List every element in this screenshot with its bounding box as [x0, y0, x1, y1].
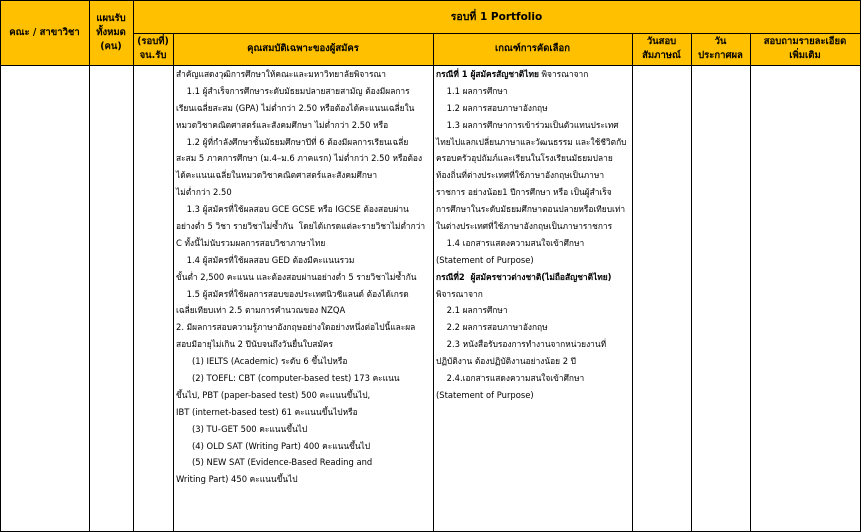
- table-top-border: [0, 0, 861, 1]
- qualification-line: ขั้นต่ำ 2,500 คะแนน และต้องสอบผ่านอย่างต่ำ 5 รายวิชาไม่ซ้ำกัน: [176, 271, 417, 282]
- criteria-line: [436, 302, 631, 319]
- interview-date-line1: วันสอบ: [646, 36, 677, 47]
- qualification-line: 1.5 ผู้สมัครที่ใช้ผลการสอบของประเทศนิวซีแลนด์ ต้องได้เกรด: [176, 288, 409, 299]
- faculty-header: [0, 0, 89, 65]
- total-header-line1: แผนรับ: [96, 12, 126, 24]
- criteria-line-text: 2.4.เอกสารแสดงความสนใจเข้าศึกษา: [436, 373, 585, 384]
- criteria-line: [436, 319, 631, 336]
- qualification-line: (4) OLD SAT (Writing Part) 400 คะแนนขึ้นไป: [176, 440, 371, 451]
- qualifications-header-text: คุณสมบัติเฉพาะของผู้สมัคร: [247, 43, 359, 54]
- criteria-line-suffix: พิจารณาจาก: [538, 69, 589, 79]
- criteria-line-text: 2.1 ผลการศึกษา: [436, 305, 508, 316]
- border-qualifications: [433, 33, 434, 532]
- criteria-column: [436, 66, 631, 404]
- qualification-line: (3) TU-GET 500 คะแนนขึ้นไป: [176, 423, 308, 434]
- qualification-line: ขึ้นไป, PBT (paper-based test) 500 คะแนนขึ้นไป,: [176, 389, 371, 400]
- criteria-line: [436, 83, 631, 100]
- header-bottom-border: [0, 65, 861, 66]
- criteria-line-text: 2.2 ผลการสอบภาษาอังกฤษ: [436, 322, 548, 333]
- criteria-line-text: (Statement of Purpose): [436, 389, 534, 400]
- announce-date-line2: ประกาศผล: [698, 50, 743, 61]
- border-total: [133, 0, 134, 532]
- interview-date-line2: สัมภาษณ์: [642, 50, 681, 61]
- qualification-line: 2. มีผลการสอบความรู้ภาษาอังกฤษอย่างใดอย่างหนึ่งต่อไปนี้และผล: [176, 322, 416, 333]
- criteria-line: [436, 235, 631, 252]
- criteria-line: [436, 286, 631, 303]
- round-title-header: [133, 0, 860, 33]
- border-faculty: [89, 0, 90, 532]
- qualification-line: ไม่ต่ำกว่า 2.50: [176, 187, 232, 198]
- more-info-line2: เพิ่มเติม: [789, 50, 821, 61]
- criteria-line: [436, 100, 631, 117]
- criteria-line-text: (Statement of Purpose): [436, 254, 534, 265]
- criteria-line-text: ไทยไปแลกเปลี่ยนภาษาและวัฒนธรรม และใช้ชีวิตกับ: [436, 136, 627, 147]
- criteria-line: [436, 336, 631, 353]
- criteria-line-text: 1.1 ผลการศึกษา: [436, 85, 508, 96]
- qualification-line: (1) IELTS (Academic) ระดับ 6 ขึ้นไปหรือ: [176, 356, 348, 367]
- criteria-line-text: กรณีที่2 ผู้สมัครชาวต่างชาติ(ไม่ถือสัญชาติไทย): [436, 271, 612, 282]
- criteria-line-text: 1.4 เอกสารแสดงความสนใจเข้าศึกษา: [436, 237, 585, 248]
- qualification-line: C ทั้งนี้ไม่นับรวมผลการสอบวิชาภาษาไทย: [176, 237, 326, 248]
- qualification-line: IBT (internet-based test) 61 คะแนนขึ้นไปหรือ: [176, 406, 358, 417]
- criteria-line-text: ปฏิบัติงาน ต้องปฏิบัติงานอย่างน้อย 2 ปี: [436, 356, 577, 367]
- qualification-line: ได้คะแนนเฉลี่ยในหมวดวิชาคณิตศาสตร์และสังคมศึกษา: [176, 170, 378, 181]
- qualification-line: สอบมีอายุไม่เกิน 2 ปีนับจนถึงวันยื่นใบสมัคร: [176, 339, 334, 350]
- border-interview: [691, 33, 692, 532]
- criteria-line: [436, 370, 631, 387]
- round-count-line2: จน.รับ: [139, 50, 167, 61]
- criteria-line-text: ครอบครัวอุปถัมภ์และเรียนในโรงเรียนมัธยมปลาย: [436, 153, 613, 164]
- criteria-line: [436, 353, 631, 370]
- criteria-line: [436, 218, 631, 235]
- total-header-line2: ทั้งหมด: [96, 26, 126, 38]
- qualification-line: สำคัญแสดงวุฒิการศึกษาให้คณะและมหาวิทยาลัยพิจารณา: [176, 69, 386, 79]
- announce-date-header: [691, 33, 750, 65]
- border-announce: [750, 33, 751, 532]
- border-left: [0, 0, 1, 532]
- round-title: รอบที่ 1 Portfolio: [450, 10, 543, 23]
- qualification-line: (5) NEW SAT (Evidence-Based Reading and: [176, 457, 373, 468]
- criteria-line: [436, 252, 631, 269]
- criteria-line-text: พิจารณาจาก: [436, 288, 483, 299]
- qualifications-header: [173, 33, 433, 65]
- total-header: [89, 0, 133, 65]
- criteria-header-text: เกณฑ์การคัดเลือก: [495, 43, 570, 54]
- criteria-line: [436, 117, 631, 134]
- round-count-line1: (รอบที่): [137, 36, 169, 47]
- criteria-line: [436, 387, 631, 404]
- criteria-line-text: 1.3 ผลการศึกษาการเข้าร่วมเป็นตัวแทนประเทศ: [436, 119, 619, 130]
- border-round-count: [173, 33, 174, 532]
- criteria-line: [436, 134, 631, 151]
- criteria-line: [436, 167, 631, 184]
- qualification-line: อย่างต่ำ 5 วิชา รายวิชาไม่ซ้ำกัน โดยได้เกรดแต่ละรายวิชาไม่ต่ำกว่า: [176, 221, 426, 232]
- qualification-line: (2) TOEFL: CBT (computer-based test) 173 คะแนน: [176, 373, 400, 384]
- qualification-line: 1.4 ผู้สมัครที่ใช้ผลสอบ GED ต้องมีคะแนนรวม: [176, 254, 355, 265]
- criteria-line: [436, 184, 631, 201]
- criteria-line: [436, 269, 631, 286]
- criteria-line-text: 2.3 หนังสือรับรองการทำงานจากหน่วยงานที่: [436, 339, 607, 350]
- qualification-line: Writing Part) 450 คะแนนขึ้นไป: [176, 474, 298, 485]
- criteria-line-text: ท้องถิ่นที่ต่างประเทศที่ใช้ภาษาอังกฤษเป็นภาษา: [436, 170, 605, 181]
- criteria-line-text: การศึกษาในระดับมัธยมศึกษาตอนปลายหรือเทียบเท่า: [436, 204, 626, 215]
- more-info-line1: สอบถามรายละเอียด: [763, 36, 847, 47]
- faculty-header-text: คณะ / สาขาวิชา: [9, 26, 80, 38]
- criteria-line-text: ราชการ อย่างน้อย1 ปีการศึกษา หรือ เป็นผู้สำเร็จ: [436, 187, 612, 198]
- announce-date-line1: วัน: [714, 36, 727, 47]
- round-title-divider: [133, 33, 861, 34]
- criteria-line: [436, 150, 631, 167]
- qualification-line: สะสม 5 ภาคการศึกษา (ม.4–ม.6 ภาคแรก) ไม่ต่ำกว่า 2.50 หรือต้อง: [176, 153, 423, 164]
- qualification-line: 1.2 ผู้ที่กำลังศึกษาชั้นมัธยมศึกษาปีที่ 6 ต้องมีผลการเรียนเฉลี่ย: [176, 136, 409, 147]
- criteria-line-text: 1.2 ผลการสอบภาษาอังกฤษ: [436, 102, 548, 113]
- qualification-line: 1.1 ผู้สำเร็จการศึกษาระดับมัธยมปลายสายสามัญ ต้องมีผลการ: [176, 85, 410, 96]
- border-right: [860, 0, 861, 532]
- criteria-line-text: ในต่างประเทศที่ใช้ภาษาอังกฤษเป็นภาษาราชการ: [436, 221, 613, 232]
- qualification-line: เฉลี่ยเทียบเท่า 2.5 ตามการคำนวณของ NZQA: [176, 305, 346, 316]
- qualifications-column: [176, 66, 431, 488]
- qualification-line: หมวดวิชาคณิตศาสตร์และสังคมศึกษา ไม่ต่ำกว่า 2.50 หรือ: [176, 119, 389, 130]
- qualification-line: เรียนเฉลี่ยสะสม (GPA) ไม่ต่ำกว่า 2.50 หรือต้องได้คะแนนเฉลี่ยใน: [176, 102, 415, 113]
- round-count-header: [133, 33, 173, 65]
- criteria-header: [433, 33, 632, 65]
- criteria-line-text: กรณีที่ 1 ผู้สมัครสัญชาติไทย: [436, 69, 539, 79]
- total-header-line3: (คน): [100, 40, 122, 52]
- qualification-line: 1.3 ผู้สมัครที่ใช้ผลสอบ GCE GCSE หรือ IGCSE ต้องสอบผ่าน: [176, 204, 409, 215]
- criteria-line: [436, 201, 631, 218]
- criteria-line: [436, 66, 631, 83]
- interview-date-header: [632, 33, 691, 65]
- border-criteria: [632, 33, 633, 532]
- more-info-header: [750, 33, 860, 65]
